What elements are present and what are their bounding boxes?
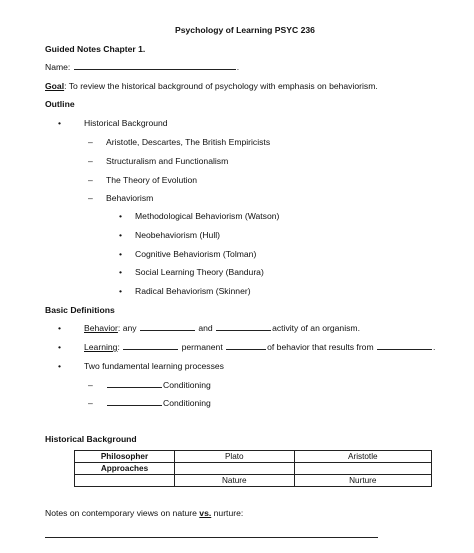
definition-text: of behavior that results from [267,342,377,352]
bullet-icon: • [58,342,62,352]
outline-subitem-label: Structuralism and Functionalism [106,156,229,166]
outline-item-historical [58,118,168,128]
behaviorism-item-label: Cognitive Behaviorism (Tolman) [135,249,257,259]
notes-row [45,508,243,518]
conditioning-blank-1[interactable] [107,380,162,388]
behaviorism-item-label: Radical Behaviorism (Skinner) [135,286,251,296]
definition-behavior [58,323,360,333]
notes-end: nurture: [211,508,244,518]
table-cell: Nature [175,475,295,487]
dash-icon: – [88,398,93,408]
definitions-heading: Basic Definitions [45,305,115,315]
goal-label: Goal [45,81,65,91]
table-row [75,451,432,463]
bullet-icon: • [58,323,62,333]
table-cell: Plato [175,451,295,463]
dash-icon: – [88,137,93,147]
table-cell-editable[interactable] [294,463,431,475]
name-label: Name: [45,62,73,72]
notes-label: Notes on contemporary views on nature [45,508,200,518]
behavior-blank-1[interactable] [140,323,195,331]
outline-heading: Outline [45,99,75,109]
table-cell [75,475,175,487]
conditioning-item [88,380,211,390]
table-cell: Nurture [294,475,431,487]
table-cell: Aristotle [294,451,431,463]
bullet-icon: • [119,249,123,259]
bullet-icon: • [119,211,123,221]
definition-learning [58,342,435,352]
dash-icon: – [88,175,93,185]
learning-blank-1[interactable] [123,342,178,350]
definition-text: activity of an organism. [272,323,360,333]
name-end: . [236,62,240,72]
philosopher-table [74,450,432,487]
behaviorism-item [119,286,251,296]
definition-text: and [195,323,216,333]
outline-subitem [88,156,228,166]
behaviorism-item [119,249,256,259]
learning-blank-2[interactable] [226,342,266,350]
outline-subitem [88,193,153,203]
name-row [45,62,239,72]
table-row [75,475,432,487]
outline-subitem-label: Aristotle, Descartes, The British Empiricists [106,137,271,147]
definition-text: . [433,342,436,352]
behaviorism-item-label: Social Learning Theory (Bandura) [135,267,264,277]
learning-term: Learning [84,342,118,352]
table-row [75,463,432,475]
conditioning-label: Conditioning [163,380,211,390]
behaviorism-item-label: Neobehaviorism (Hull) [135,230,221,240]
conditioning-label: Conditioning [163,398,211,408]
outline-item-label: Historical Background [84,118,168,128]
behaviorism-item [119,230,220,240]
definition-text: : [117,342,123,352]
goal-row [45,81,378,91]
behavior-term: Behavior [84,323,118,333]
notes-vs: vs. [199,508,212,518]
behaviorism-item-label: Methodological Behaviorism (Watson) [135,211,280,221]
behavior-blank-2[interactable] [216,323,271,331]
behaviorism-item [119,211,279,221]
definition-text: permanent [179,342,226,352]
outline-subitem-label: Behaviorism [106,193,154,203]
bullet-icon: • [119,230,123,240]
table-cell: Approaches [75,463,175,475]
goal-text: : To review the historical background of psychology with emphasis on behaviorism. [64,81,378,91]
name-field[interactable] [74,62,236,70]
dash-icon: – [88,156,93,166]
document-title: Psychology of Learning PSYC 236 [175,25,315,35]
dash-icon: – [88,380,93,390]
conditioning-item [88,398,211,408]
bullet-icon: • [58,361,62,371]
outline-subitem [88,137,270,147]
behaviorism-item [119,267,264,277]
processes-label: Two fundamental learning processes [84,361,224,371]
bullet-icon: • [119,267,123,277]
outline-subitem-label: The Theory of Evolution [106,175,198,185]
table-cell-editable[interactable] [175,463,295,475]
bullet-icon: • [119,286,123,296]
outline-subitem [88,175,197,185]
definition-processes [58,361,224,371]
notes-line[interactable] [45,537,378,538]
conditioning-blank-2[interactable] [107,398,162,406]
definition-text: : any [117,323,139,333]
dash-icon: – [88,193,93,203]
guided-notes-heading: Guided Notes Chapter 1. [45,44,146,54]
table-cell: Philosopher [75,451,175,463]
learning-blank-3[interactable] [377,342,432,350]
historical-heading: Historical Background [45,434,137,444]
bullet-icon: • [58,118,62,128]
